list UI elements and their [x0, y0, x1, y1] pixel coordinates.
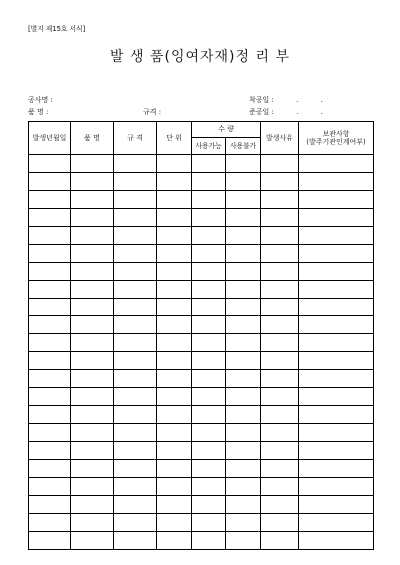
cell-usable[interactable]	[192, 190, 226, 208]
cell-unusable[interactable]	[226, 531, 261, 549]
cell-reason[interactable]	[261, 334, 299, 352]
cell-storage[interactable]	[299, 513, 374, 531]
table-row	[29, 352, 374, 370]
cell-reason[interactable]	[261, 244, 299, 262]
header-storage	[299, 122, 374, 155]
cell-unit[interactable]	[157, 424, 192, 442]
cell-item[interactable]	[71, 298, 114, 316]
cell-unusable[interactable]	[226, 442, 261, 460]
surplus-ledger-table	[28, 121, 374, 550]
cell-storage[interactable]	[299, 442, 374, 460]
cell-reason[interactable]	[261, 208, 299, 226]
cell-usable[interactable]	[192, 388, 226, 406]
cell-spec[interactable]	[114, 172, 157, 190]
cell-unusable[interactable]	[226, 244, 261, 262]
cell-occurrence-date[interactable]	[29, 334, 71, 352]
cell-usable[interactable]	[192, 513, 226, 531]
cell-item[interactable]	[71, 172, 114, 190]
cell-reason[interactable]	[261, 226, 299, 244]
cell-item[interactable]	[71, 316, 114, 334]
table-row	[29, 190, 374, 208]
cell-usable[interactable]	[192, 334, 226, 352]
cell-occurrence-date[interactable]	[29, 513, 71, 531]
cell-occurrence-date[interactable]	[29, 280, 71, 298]
cell-item[interactable]	[71, 513, 114, 531]
cell-reason[interactable]	[261, 495, 299, 513]
cell-storage[interactable]	[299, 495, 374, 513]
cell-reason[interactable]	[261, 190, 299, 208]
cell-usable[interactable]	[192, 280, 226, 298]
header-unusable: 사용불가	[226, 138, 261, 155]
cell-unusable[interactable]	[226, 388, 261, 406]
cell-reason[interactable]	[261, 531, 299, 549]
cell-unit[interactable]	[157, 280, 192, 298]
cell-occurrence-date[interactable]	[29, 244, 71, 262]
cell-occurrence-date[interactable]	[29, 531, 71, 549]
cell-usable[interactable]	[192, 155, 226, 173]
cell-spec[interactable]	[114, 226, 157, 244]
cell-usable[interactable]	[192, 352, 226, 370]
header-spec: 규 격	[114, 122, 157, 155]
cell-occurrence-date[interactable]	[29, 442, 71, 460]
cell-spec[interactable]	[114, 262, 157, 280]
table-row	[29, 370, 374, 388]
cell-usable[interactable]	[192, 442, 226, 460]
cell-spec[interactable]	[114, 442, 157, 460]
cell-unit[interactable]	[157, 298, 192, 316]
cell-occurrence-date[interactable]	[29, 459, 71, 477]
cell-unit[interactable]	[157, 370, 192, 388]
start-date-label: 착공일 : . .	[249, 96, 323, 104]
cell-item[interactable]	[71, 424, 114, 442]
cell-unusable[interactable]	[226, 459, 261, 477]
cell-usable[interactable]	[192, 298, 226, 316]
header-occurrence-date: 발생년월일	[29, 122, 71, 155]
cell-unusable[interactable]	[226, 208, 261, 226]
cell-spec[interactable]	[114, 190, 157, 208]
completion-date-label: 준공일 : . .	[249, 108, 323, 116]
cell-storage[interactable]	[299, 352, 374, 370]
cell-unit[interactable]	[157, 316, 192, 334]
item-name-label: 품 명 :	[28, 108, 49, 116]
cell-spec[interactable]	[114, 495, 157, 513]
cell-usable[interactable]	[192, 316, 226, 334]
cell-unusable[interactable]	[226, 316, 261, 334]
cell-storage[interactable]	[299, 208, 374, 226]
form-number: [별지 제15호 서식]	[28, 25, 85, 33]
work-name-label: 공사명 :	[28, 96, 53, 104]
cell-item[interactable]	[71, 244, 114, 262]
cell-reason[interactable]	[261, 388, 299, 406]
cell-usable[interactable]	[192, 244, 226, 262]
table-row	[29, 495, 374, 513]
table-row	[29, 388, 374, 406]
table-row	[29, 316, 374, 334]
cell-spec[interactable]	[114, 477, 157, 495]
cell-unusable[interactable]	[226, 155, 261, 173]
cell-reason[interactable]	[261, 424, 299, 442]
cell-occurrence-date[interactable]	[29, 352, 71, 370]
cell-storage[interactable]	[299, 155, 374, 173]
table-row	[29, 298, 374, 316]
cell-occurrence-date[interactable]	[29, 262, 71, 280]
cell-item[interactable]	[71, 370, 114, 388]
cell-reason[interactable]	[261, 513, 299, 531]
cell-reason[interactable]	[261, 442, 299, 460]
table-row	[29, 531, 374, 549]
header-quantity: 수 량	[192, 122, 261, 138]
cell-reason[interactable]	[261, 352, 299, 370]
cell-spec[interactable]	[114, 316, 157, 334]
cell-storage[interactable]	[299, 424, 374, 442]
cell-reason[interactable]	[261, 155, 299, 173]
cell-item[interactable]	[71, 442, 114, 460]
cell-item[interactable]	[71, 190, 114, 208]
cell-unusable[interactable]	[226, 226, 261, 244]
table-row	[29, 406, 374, 424]
cell-storage[interactable]	[299, 316, 374, 334]
cell-usable[interactable]	[192, 208, 226, 226]
cell-spec[interactable]	[114, 424, 157, 442]
cell-spec[interactable]	[114, 531, 157, 549]
cell-usable[interactable]	[192, 406, 226, 424]
table-row	[29, 424, 374, 442]
cell-unusable[interactable]	[226, 513, 261, 531]
cell-unusable[interactable]	[226, 334, 261, 352]
cell-item[interactable]	[71, 388, 114, 406]
cell-occurrence-date[interactable]	[29, 477, 71, 495]
cell-usable[interactable]	[192, 172, 226, 190]
cell-unit[interactable]	[157, 334, 192, 352]
cell-storage[interactable]	[299, 370, 374, 388]
cell-occurrence-date[interactable]	[29, 495, 71, 513]
cell-unit[interactable]	[157, 262, 192, 280]
cell-storage[interactable]	[299, 406, 374, 424]
cell-spec[interactable]	[114, 459, 157, 477]
cell-unusable[interactable]	[226, 172, 261, 190]
cell-spec[interactable]	[114, 208, 157, 226]
cell-storage[interactable]	[299, 298, 374, 316]
cell-unusable[interactable]	[226, 298, 261, 316]
header-item: 품 명	[71, 122, 114, 155]
cell-unusable[interactable]	[226, 280, 261, 298]
cell-reason[interactable]	[261, 298, 299, 316]
cell-spec[interactable]	[114, 155, 157, 173]
cell-item[interactable]	[71, 495, 114, 513]
cell-storage[interactable]	[299, 334, 374, 352]
table-row	[29, 513, 374, 531]
cell-item[interactable]	[71, 477, 114, 495]
table-row	[29, 155, 374, 173]
cell-item[interactable]	[71, 459, 114, 477]
cell-occurrence-date[interactable]	[29, 370, 71, 388]
cell-usable[interactable]	[192, 459, 226, 477]
cell-storage[interactable]	[299, 172, 374, 190]
cell-reason[interactable]	[261, 459, 299, 477]
cell-unit[interactable]	[157, 513, 192, 531]
cell-unusable[interactable]	[226, 370, 261, 388]
table-row	[29, 244, 374, 262]
page-title: 발 생 품(잉여자재)정 리 부	[110, 49, 290, 65]
cell-unit[interactable]	[157, 459, 192, 477]
cell-unit[interactable]	[157, 495, 192, 513]
cell-unit[interactable]	[157, 531, 192, 549]
cell-unit[interactable]	[157, 155, 192, 173]
cell-unit[interactable]	[157, 406, 192, 424]
cell-unit[interactable]	[157, 226, 192, 244]
cell-storage[interactable]	[299, 459, 374, 477]
cell-occurrence-date[interactable]	[29, 190, 71, 208]
header-usable: 사용가능	[192, 138, 226, 155]
cell-spec[interactable]	[114, 370, 157, 388]
cell-usable[interactable]	[192, 495, 226, 513]
cell-occurrence-date[interactable]	[29, 424, 71, 442]
cell-item[interactable]	[71, 208, 114, 226]
cell-item[interactable]	[71, 531, 114, 549]
cell-usable[interactable]	[192, 226, 226, 244]
cell-usable[interactable]	[192, 370, 226, 388]
table-row	[29, 208, 374, 226]
cell-unit[interactable]	[157, 244, 192, 262]
cell-usable[interactable]	[192, 477, 226, 495]
cell-unit[interactable]	[157, 388, 192, 406]
cell-spec[interactable]	[114, 334, 157, 352]
cell-spec[interactable]	[114, 352, 157, 370]
cell-spec[interactable]	[114, 513, 157, 531]
table-row	[29, 262, 374, 280]
cell-reason[interactable]	[261, 316, 299, 334]
cell-storage[interactable]	[299, 531, 374, 549]
table-row	[29, 442, 374, 460]
header-unit: 단 위	[157, 122, 192, 155]
cell-occurrence-date[interactable]	[29, 172, 71, 190]
cell-occurrence-date[interactable]	[29, 298, 71, 316]
table-row	[29, 334, 374, 352]
ledger-body	[29, 155, 374, 550]
cell-storage[interactable]	[299, 244, 374, 262]
cell-spec[interactable]	[114, 280, 157, 298]
cell-unusable[interactable]	[226, 424, 261, 442]
cell-reason[interactable]	[261, 477, 299, 495]
cell-unusable[interactable]	[226, 406, 261, 424]
cell-item[interactable]	[71, 226, 114, 244]
cell-unit[interactable]	[157, 190, 192, 208]
cell-storage[interactable]	[299, 190, 374, 208]
cell-unusable[interactable]	[226, 495, 261, 513]
cell-spec[interactable]	[114, 406, 157, 424]
cell-item[interactable]	[71, 280, 114, 298]
cell-occurrence-date[interactable]	[29, 208, 71, 226]
cell-storage[interactable]	[299, 388, 374, 406]
cell-item[interactable]	[71, 334, 114, 352]
cell-unit[interactable]	[157, 208, 192, 226]
cell-usable[interactable]	[192, 531, 226, 549]
cell-reason[interactable]	[261, 172, 299, 190]
cell-occurrence-date[interactable]	[29, 316, 71, 334]
cell-item[interactable]	[71, 352, 114, 370]
cell-usable[interactable]	[192, 424, 226, 442]
cell-unit[interactable]	[157, 477, 192, 495]
cell-unusable[interactable]	[226, 352, 261, 370]
cell-storage[interactable]	[299, 262, 374, 280]
header-storage-line1: 보관사항	[322, 129, 350, 138]
cell-item[interactable]	[71, 155, 114, 173]
cell-unit[interactable]	[157, 172, 192, 190]
cell-usable[interactable]	[192, 262, 226, 280]
cell-storage[interactable]	[299, 280, 374, 298]
cell-unusable[interactable]	[226, 190, 261, 208]
cell-item[interactable]	[71, 262, 114, 280]
table-row	[29, 172, 374, 190]
table-row	[29, 226, 374, 244]
cell-reason[interactable]	[261, 406, 299, 424]
cell-spec[interactable]	[114, 388, 157, 406]
table-row	[29, 459, 374, 477]
cell-storage[interactable]	[299, 477, 374, 495]
cell-occurrence-date[interactable]	[29, 226, 71, 244]
cell-unit[interactable]	[157, 352, 192, 370]
cell-item[interactable]	[71, 406, 114, 424]
cell-spec[interactable]	[114, 298, 157, 316]
table-row	[29, 477, 374, 495]
table-row	[29, 280, 374, 298]
cell-unusable[interactable]	[226, 262, 261, 280]
cell-occurrence-date[interactable]	[29, 406, 71, 424]
cell-reason[interactable]	[261, 280, 299, 298]
header-reason: 발생사유	[261, 122, 299, 155]
cell-spec[interactable]	[114, 244, 157, 262]
cell-unusable[interactable]	[226, 477, 261, 495]
header-storage-line2: (발주기관인계여부)	[306, 138, 366, 146]
cell-reason[interactable]	[261, 370, 299, 388]
cell-occurrence-date[interactable]	[29, 388, 71, 406]
cell-unit[interactable]	[157, 442, 192, 460]
cell-reason[interactable]	[261, 262, 299, 280]
spec-label: 규격 :	[143, 108, 162, 116]
cell-occurrence-date[interactable]	[29, 155, 71, 173]
cell-storage[interactable]	[299, 226, 374, 244]
